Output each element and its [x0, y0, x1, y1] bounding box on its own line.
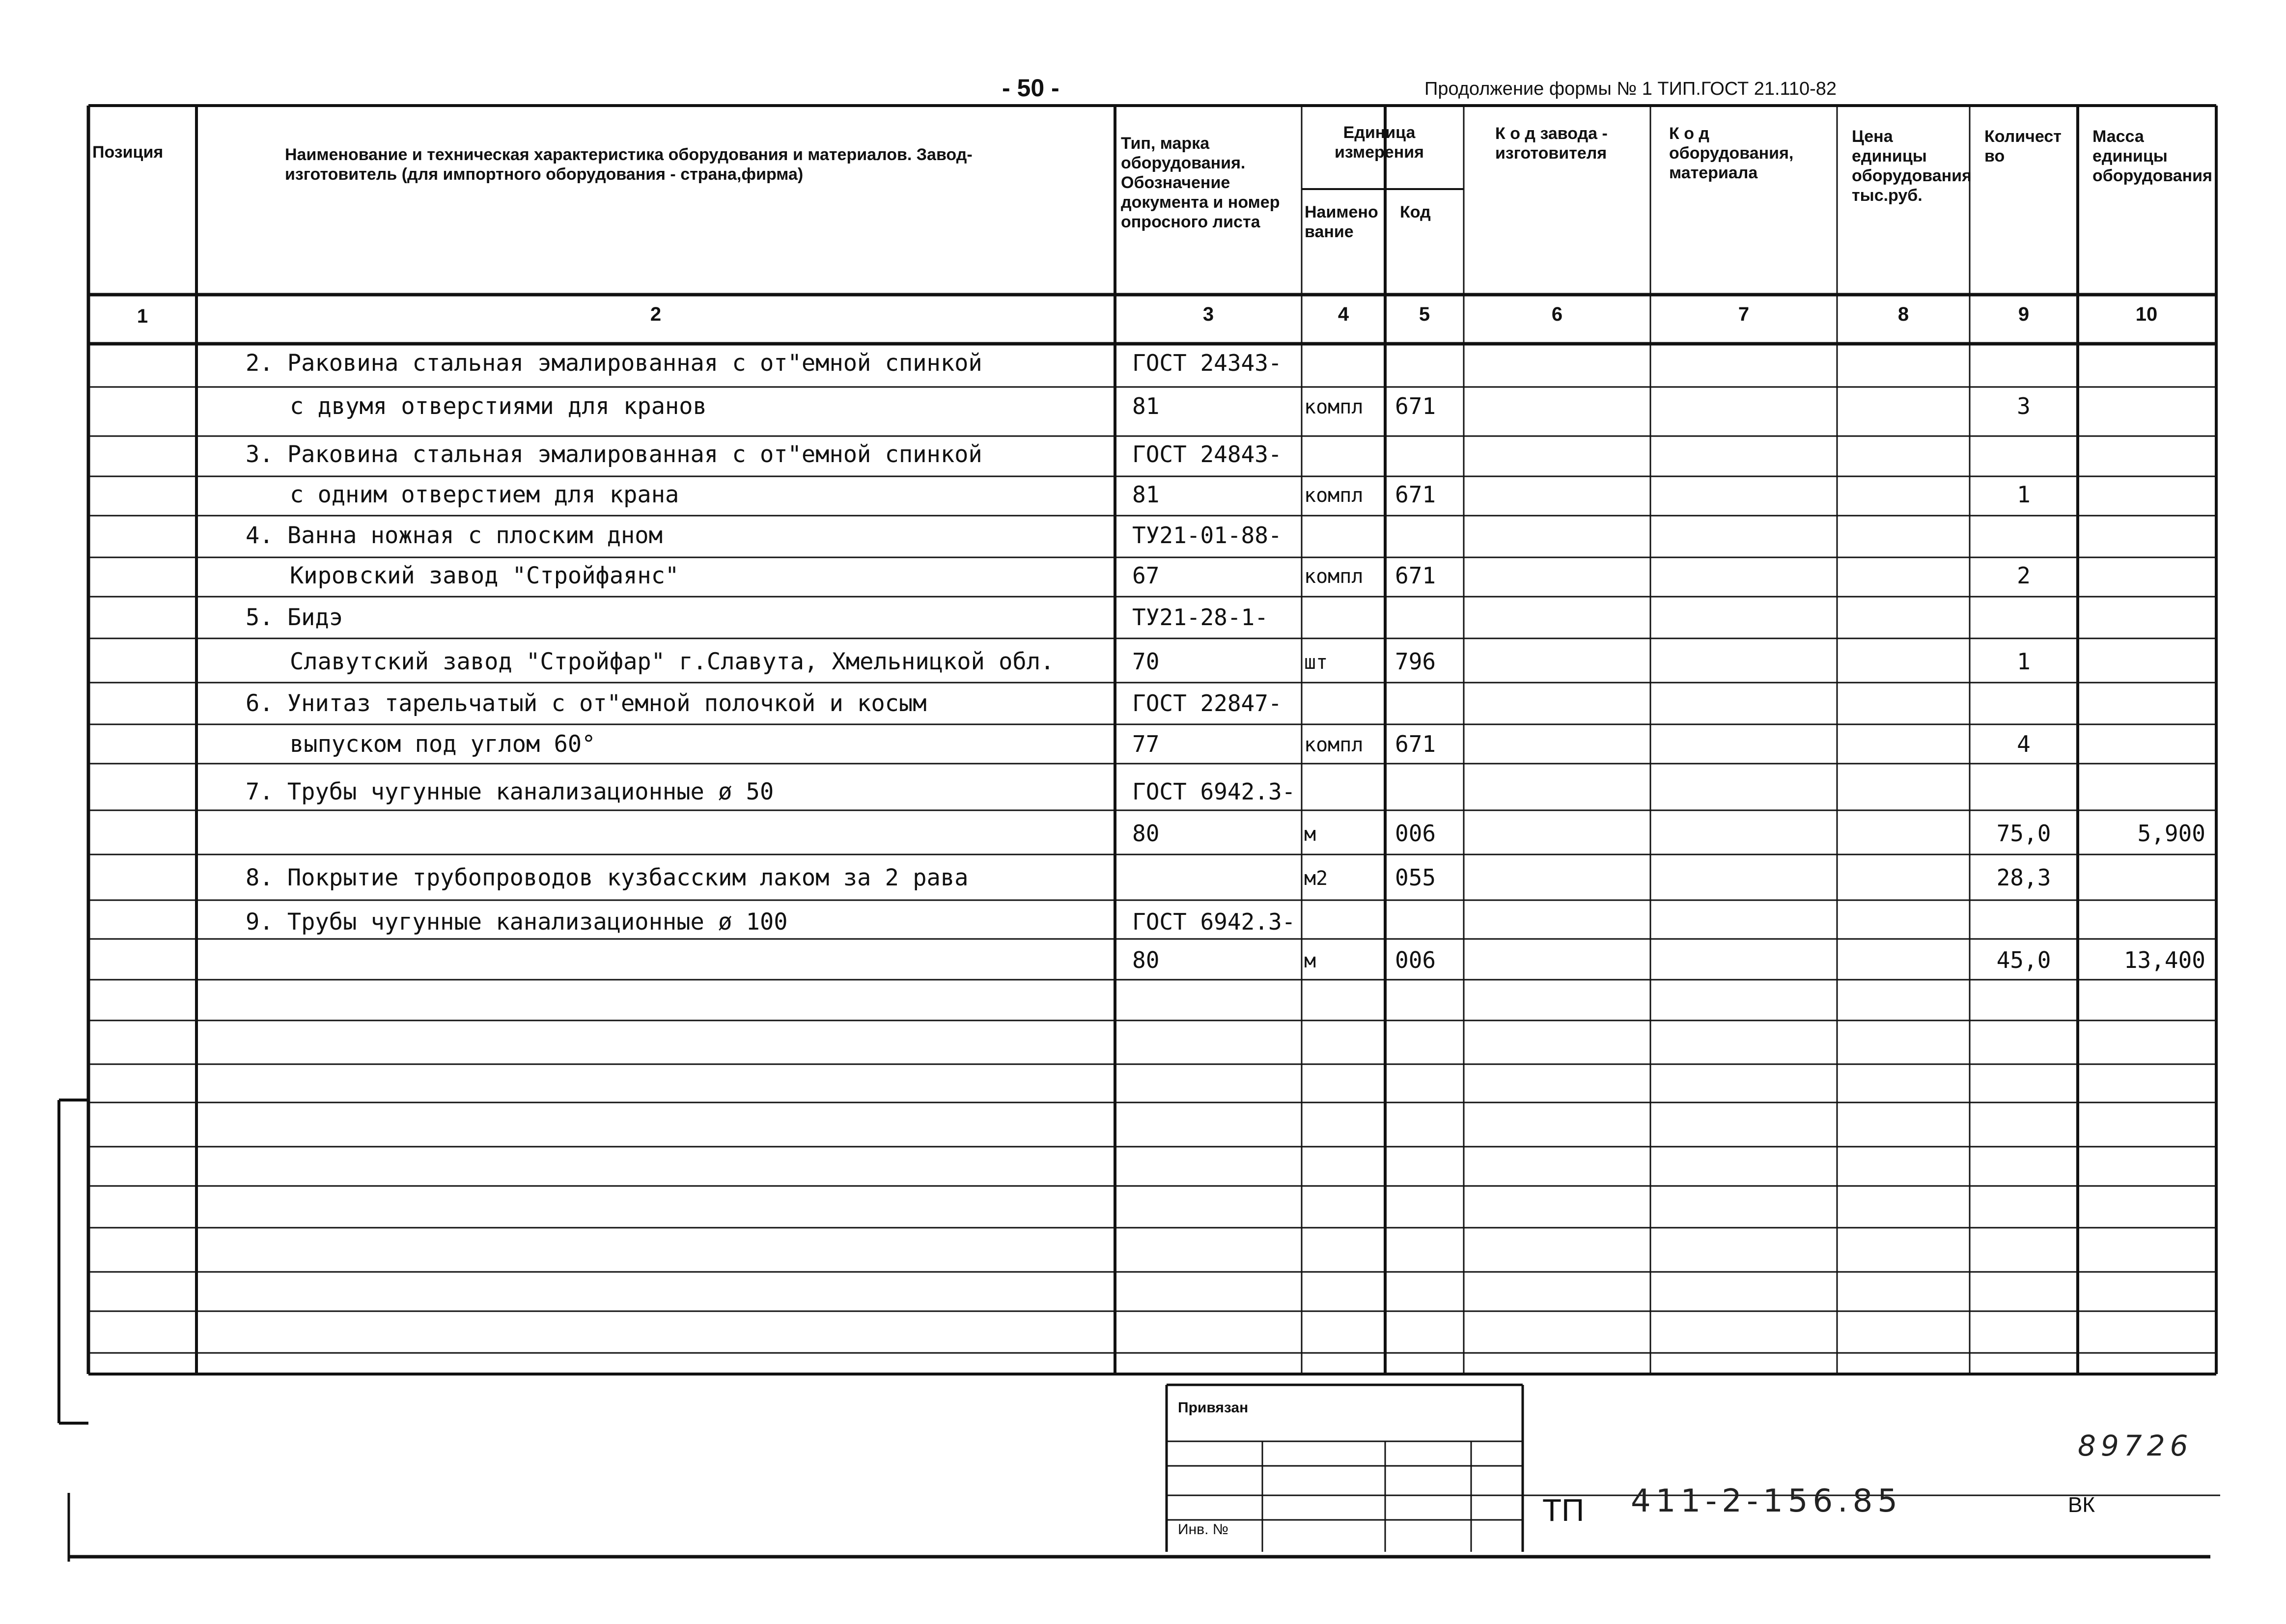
- row-unit-code: 671: [1395, 731, 1436, 757]
- column-header-quantity: Количество: [1984, 127, 2062, 165]
- column-number: 3: [1202, 303, 1214, 325]
- row-type: ГОСТ 24343-: [1132, 350, 1282, 376]
- row-name: 9. Трубы чугунные канализационные ø 100: [246, 908, 788, 936]
- row-type: 80: [1132, 947, 1160, 973]
- row-unit-code: 006: [1395, 820, 1436, 847]
- column-header-position: Позиция: [92, 143, 164, 162]
- footer-document-code: 411-2-156.85: [1631, 1483, 1902, 1519]
- column-header-factory-code: К о д завода - изготовителя: [1495, 124, 1608, 163]
- row-mass: 5,900: [2137, 820, 2205, 847]
- row-name: выпуском под углом 60°: [290, 731, 596, 758]
- page-number: - 50 -: [1002, 74, 1059, 102]
- row-unit-code: 671: [1395, 393, 1436, 419]
- row-name: с одним отверстием для крана: [290, 481, 679, 508]
- column-header-unit: Единица измерения: [1335, 123, 1424, 162]
- column-number: 4: [1338, 303, 1349, 325]
- row-mass: 13,400: [2123, 947, 2205, 973]
- column-header-name: Наименование и техническая характеристика оборудования и материалов. Завод-изготовитель (для импортного оборудования - страна,фирма): [285, 145, 973, 184]
- row-name: 2. Раковина стальная эмалированная с от"емной спинкой: [246, 350, 982, 377]
- row-name: 7. Трубы чугунные канализационные ø 50: [246, 778, 774, 805]
- row-unit-code: 796: [1395, 648, 1436, 675]
- row-type: ГОСТ 6942.3-: [1132, 908, 1296, 935]
- row-quantity: 1: [2017, 648, 2031, 675]
- stamp-inventory-label: Инв. №: [1178, 1521, 1228, 1538]
- stamp-privyazan-label: Привязан: [1178, 1400, 1249, 1416]
- row-type: 77: [1132, 731, 1160, 757]
- row-unit: компл: [1304, 734, 1364, 756]
- column-number: 1: [137, 305, 148, 327]
- column-header-mass: Масса единицы оборудования: [2092, 127, 2212, 185]
- column-header-equipment-code: К о д оборудования, материала: [1669, 124, 1794, 182]
- row-type: ТУ21-01-88-: [1132, 522, 1282, 549]
- row-name: 3. Раковина стальная эмалированная с от"емной спинкой: [246, 441, 982, 468]
- row-unit-code: 055: [1395, 864, 1436, 891]
- row-quantity: 3: [2017, 393, 2031, 419]
- footer-archive-number: 89726: [2078, 1429, 2193, 1462]
- footer-sheet-code: ВК: [2068, 1493, 2095, 1517]
- row-unit: м: [1304, 950, 1316, 972]
- column-number: 8: [1897, 303, 1909, 325]
- column-header-unit-code: Код: [1400, 203, 1431, 221]
- column-number: 9: [2018, 303, 2030, 325]
- row-unit: компл: [1304, 484, 1364, 507]
- row-name: 5. Бидэ: [246, 604, 343, 631]
- column-number: 6: [1551, 303, 1563, 325]
- row-type: 70: [1132, 648, 1160, 675]
- column-number: 7: [1738, 303, 1750, 325]
- row-type: ГОСТ 24843-: [1132, 441, 1282, 468]
- row-unit: м2: [1304, 867, 1328, 890]
- row-type: 81: [1132, 393, 1160, 419]
- row-name: 4. Ванна ножная с плоским дном: [246, 522, 663, 549]
- form-continuation-label: Продолжение формы № 1 ТИП.ГОСТ 21.110-82: [1424, 79, 1837, 99]
- row-unit-code: 671: [1395, 562, 1436, 589]
- row-quantity: 45,0: [1996, 947, 2051, 973]
- row-unit: м: [1304, 823, 1316, 846]
- row-name: с двумя отверстиями для кранов: [290, 393, 707, 420]
- row-unit: шт: [1304, 651, 1328, 674]
- row-type: 80: [1132, 820, 1160, 847]
- row-unit-code: 671: [1395, 481, 1436, 508]
- row-name: 6. Унитаз тарельчатый с от"емной полочкой и косым: [246, 690, 927, 717]
- row-unit: компл: [1304, 565, 1364, 588]
- row-type: ГОСТ 22847-: [1132, 690, 1282, 716]
- row-quantity: 75,0: [1996, 820, 2051, 847]
- row-type: 67: [1132, 562, 1160, 589]
- row-name: 8. Покрытие трубопроводов кузбасским лаком за 2 рава: [246, 864, 969, 891]
- row-quantity: 2: [2017, 562, 2031, 589]
- column-number: 2: [650, 303, 662, 325]
- column-header-price: Цена единицы оборудования тыс.руб.: [1852, 127, 1972, 205]
- row-name: Славутский завод "Стройфар" г.Славута, Хмельницкой обл.: [290, 648, 1055, 675]
- row-unit-code: 006: [1395, 947, 1436, 973]
- column-number: 5: [1419, 303, 1430, 325]
- row-quantity: 4: [2017, 731, 2031, 757]
- row-type: ГОСТ 6942.3-: [1132, 778, 1296, 805]
- row-unit: компл: [1304, 396, 1364, 418]
- column-number: 10: [2135, 303, 2158, 325]
- footer-tp-label: ТП: [1542, 1492, 1585, 1528]
- row-type: 81: [1132, 481, 1160, 508]
- row-quantity: 28,3: [1996, 864, 2051, 891]
- column-header-unit-name: Наименование: [1305, 203, 1378, 241]
- row-type: ТУ21-28-1-: [1132, 604, 1268, 631]
- column-header-type: Тип, марка оборудования. Обозначение документа и номер опросного листа: [1121, 134, 1280, 231]
- row-name: Кировский завод "Стройфаянс": [290, 562, 679, 589]
- row-quantity: 1: [2017, 481, 2031, 508]
